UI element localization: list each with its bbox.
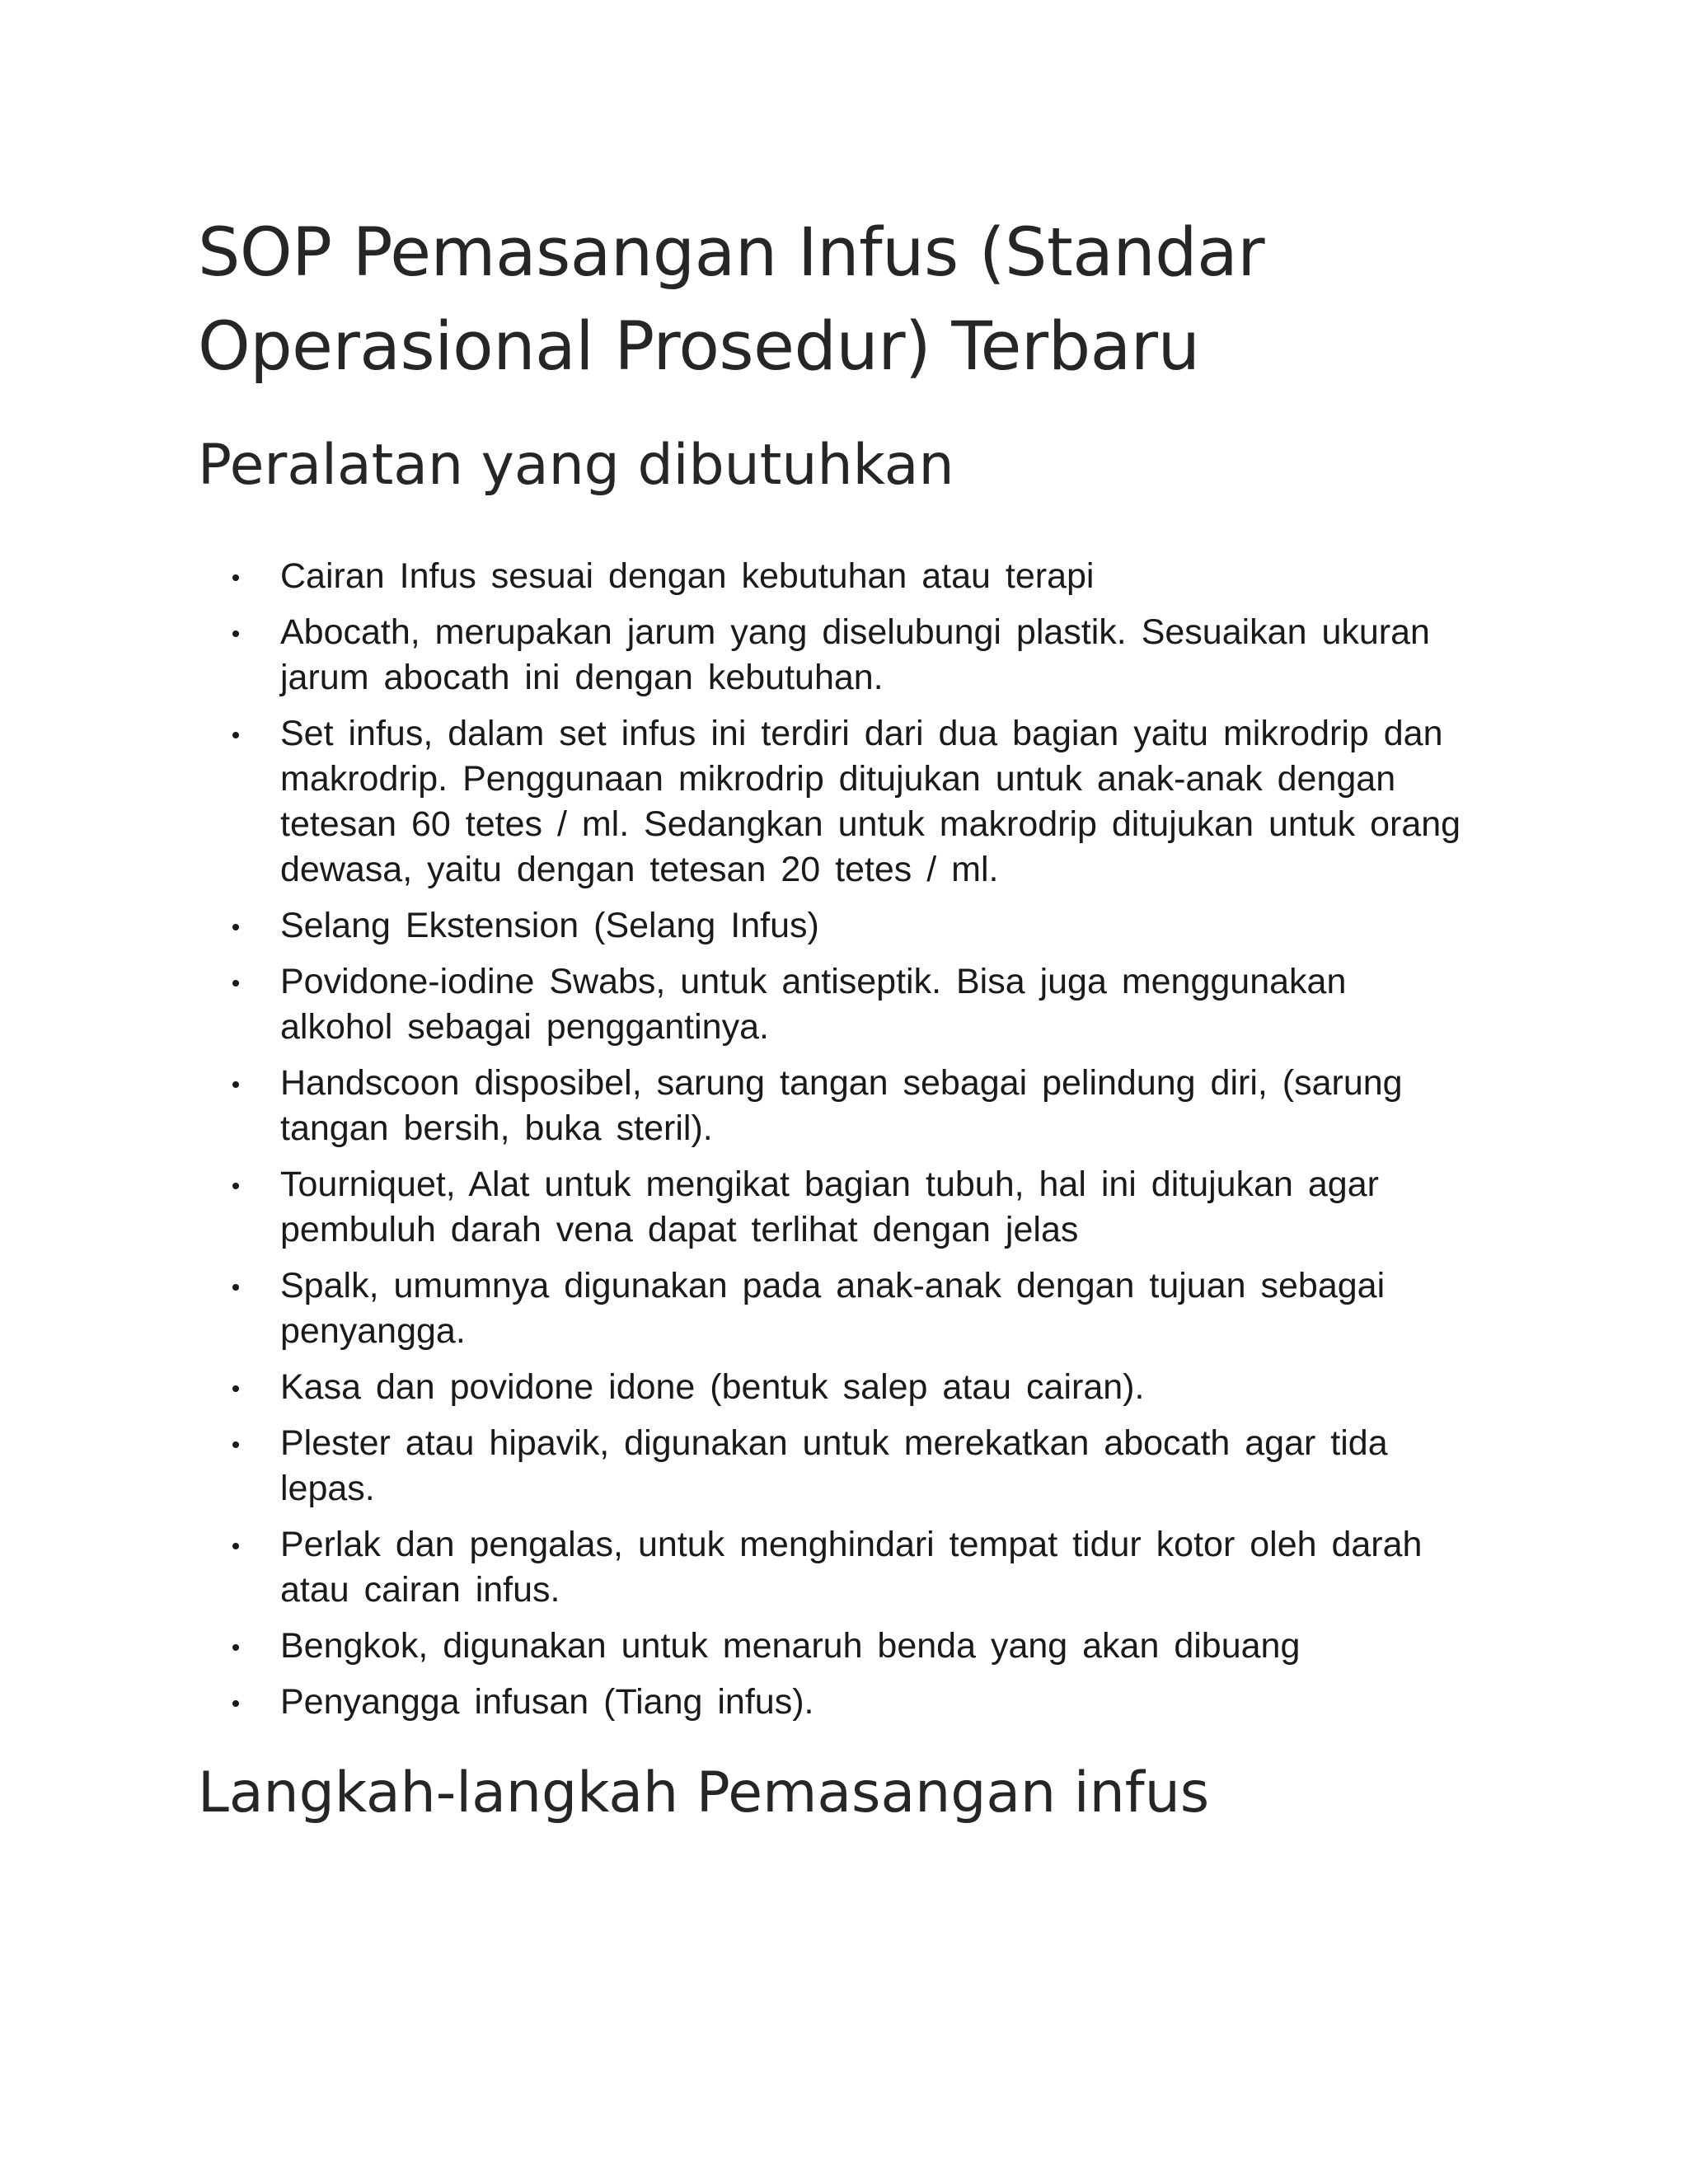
- list-item-text: Tourniquet, Alat untuk mengikat bagian tubuh, hal ini ditujukan agar pembuluh darah vena dapat terlihat dengan jelas: [280, 1165, 1379, 1249]
- list-item-text: Cairan Infus sesuai dengan kebutuhan atau terapi: [280, 556, 1095, 596]
- bullet-icon: [232, 1183, 239, 1189]
- list-item: [198, 1365, 1467, 1410]
- list-item-text: Plester atau hipavik, digunakan untuk merekatkan abocath agar tida lepas.: [280, 1423, 1388, 1508]
- list-item: [198, 1522, 1467, 1613]
- list-item: [198, 1421, 1467, 1511]
- list-item: [198, 1061, 1467, 1151]
- list-item-text: Perlak dan pengalas, untuk menghindari tempat tidur kotor oleh darah atau cairan infus.: [280, 1525, 1423, 1610]
- list-item-text: Abocath, merupakan jarum yang diselubungi plastik. Sesuaikan ukuran jarum abocath ini dengan kebutuhan.: [280, 612, 1430, 697]
- list-item: [198, 554, 1467, 599]
- bullet-icon: [232, 732, 239, 738]
- section-heading-steps: Langkah-langkah Pemasangan infus: [198, 1760, 1210, 1825]
- list-item-text: Povidone-iodine Swabs, untuk antiseptik. Bisa juga menggunakan alkohol sebagai penggantinya.: [280, 962, 1347, 1047]
- list-item-text: Bengkok, digunakan untuk menaruh benda yang akan dibuang: [280, 1626, 1301, 1666]
- bullet-icon: [232, 1543, 239, 1549]
- list-item: [198, 1624, 1467, 1669]
- bullet-icon: [232, 1284, 239, 1291]
- bullet-icon: [232, 924, 239, 930]
- bullet-icon: [232, 980, 239, 987]
- list-item: [198, 959, 1467, 1050]
- bullet-icon: [232, 1385, 239, 1392]
- document-page: [198, 206, 1467, 1830]
- list-item-text: Spalk, umumnya digunakan pada anak-anak dengan tujuan sebagai penyangga.: [280, 1266, 1386, 1351]
- bullet-icon: [232, 1700, 239, 1707]
- equipment-list: [198, 554, 1467, 1725]
- list-item: [198, 1680, 1467, 1725]
- document-title: SOP Pemasangan Infus (Standar Operasional Prosedur) Terbaru: [198, 214, 1265, 386]
- list-item: [198, 711, 1467, 893]
- bullet-icon: [232, 574, 239, 581]
- list-item-text: Kasa dan povidone idone (bentuk salep atau cairan).: [280, 1367, 1145, 1407]
- list-item-text: Penyangga infusan (Tiang infus).: [280, 1682, 814, 1722]
- bullet-icon: [232, 1441, 239, 1448]
- list-item-text: Handscoon disposibel, sarung tangan sebagai pelindung diri, (sarung tangan bersih, buka steril).: [280, 1063, 1403, 1148]
- list-item: [198, 1263, 1467, 1354]
- section-heading-equipment: Peralatan yang dibutuhkan: [198, 433, 954, 498]
- list-item: [198, 610, 1467, 701]
- list-item-text: Selang Ekstension (Selang Infus): [280, 906, 819, 945]
- bullet-icon: [232, 1081, 239, 1088]
- bullet-icon: [232, 1644, 239, 1651]
- list-item: [198, 903, 1467, 949]
- list-item: [198, 1162, 1467, 1253]
- bullet-icon: [232, 630, 239, 637]
- list-item-text: Set infus, dalam set infus ini terdiri dari dua bagian yaitu mikrodrip dan makrodrip. Penggunaan mikrodrip ditujukan untuk anak-anak dengan tetesan 60 tetes / ml. Sedangkan untuk makrodrip ditujukan untuk orang dewasa, yaitu dengan tetesan 20 tetes / ml.: [280, 714, 1461, 889]
